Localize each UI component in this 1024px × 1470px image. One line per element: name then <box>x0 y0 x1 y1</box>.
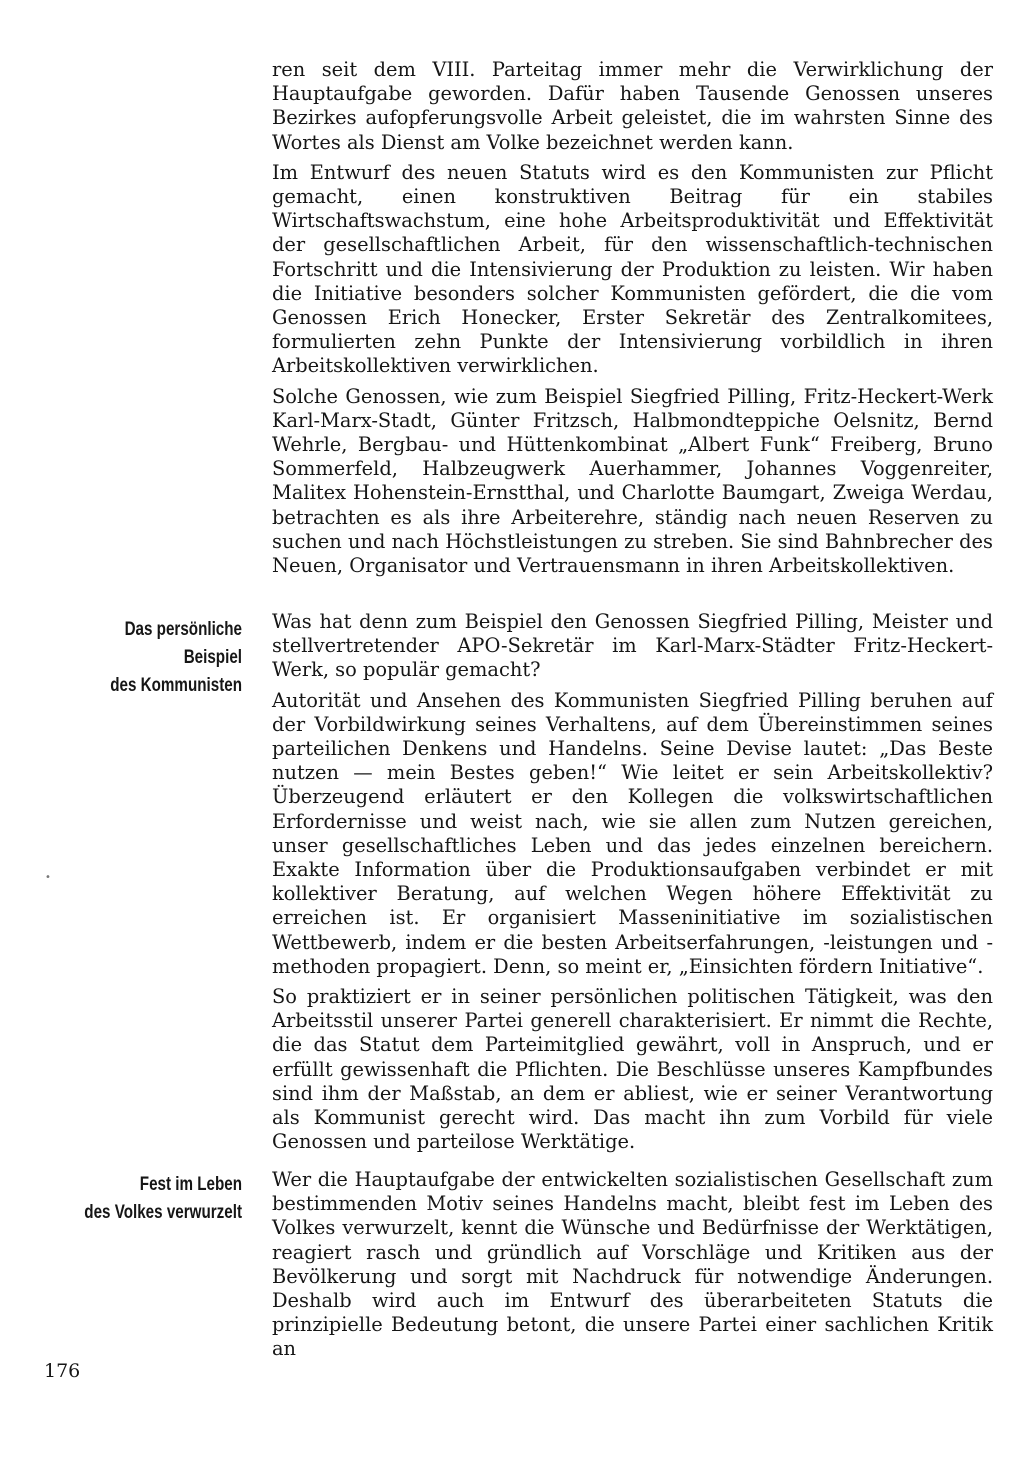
page-number: 176 <box>44 1360 81 1382</box>
side-heading-line: des Kommunisten <box>110 675 242 696</box>
side-heading-line: Fest im Leben <box>139 1174 242 1195</box>
scan-speck-mark: • <box>45 872 51 883</box>
paragraph: Autorität und Ansehen des Kommunisten Siegfried Pilling beruhen auf der Vorbildwirkung seines Verhaltens, auf dem Übereinstimmen seines parteilichen Denkens und Handelns. Seine Devise lautet: „Das Beste nutzen — mein Bestes geben!“ Wie leitet er sein Arbeitskollektiv? Überzeugend erläutert er den Kollegen die volkswirtschaftlichen Erfordernisse und weist nach, wie sie allen zum Nutzen gereichen, unser gesellschaftliches Leben und das jedes einzelnen bereichern. Exakte Information über die Produktionsaufgaben verbindet er mit kollektiver Beratung, auf welchen Wegen höhere Effektivität zu erreichen ist. Er organisiert Masseninitiative im sozialistischen Wettbewerb, indem er die besten Arbeitserfahrungen, -leistungen und -methoden propagiert. Denn, so meint er, „Einsichten fördern Initiative“. <box>272 688 993 978</box>
paragraph: Solche Genossen, wie zum Beispiel Siegfried Pilling, Fritz-Heckert-Werk Karl-Marx-Stadt, Günter Fritzsch, Halbmondteppiche Oelsnitz, Bernd Wehrle, Bergbau- und Hüttenkombinat „Albert Funk“ Freiberg, Bruno Sommerfeld, Halbzeugwerk Auerhammer, Johannes Voggenreiter, Malitex Hohenstein-Ernstthal, und Charlotte Baumgart, Zweiga Werdau, betrachten es als ihre Arbeiterehre, ständig nach neuen Reserven zu suchen und nach Höchstleistungen zu streben. Sie sind Bahnbrecher des Neuen, Organisator und Vertrauensmann in ihren Arbeitskollektiven. <box>272 384 993 578</box>
side-heading-line: Das persönliche <box>124 619 242 640</box>
side-heading-line: des Volkes verwurzelt <box>84 1202 242 1223</box>
paragraph: Was hat denn zum Beispiel den Genossen Siegfried Pilling, Meister und stellvertretender APO-Sekretär im Karl-Marx-Städter Fritz-Heckert-Werk, so populär gemacht? <box>272 610 993 682</box>
side-heading-line: Beispiel <box>183 647 242 668</box>
paragraph: ren seit dem VIII. Parteitag immer mehr die Verwirklichung der Hauptaufgabe geworden. Dafür haben Tausende Genossen unseres Bezirkes aufopferungsvolle Arbeit geleistet, die im wahrsten Sinne des Wortes als Dienst am Volke bezeichnet werden kann. <box>272 58 993 154</box>
side-heading-personal-example <box>82 616 242 700</box>
paragraph: Wer die Hauptaufgabe der entwickelten sozialistischen Gesellschaft zum bestimmenden Motiv seines Handelns macht, bleibt fest im Leben des Volkes verwurzelt, kennt die Wünsche und Bedürfnisse der Werktätigen, reagiert rasch und gründlich auf Vorschläge und Kritiken aus der Bevölkerung und sorgt mit Nachdruck für notwendige Änderungen. Deshalb wird auch im Entwurf des überarbeiteten Statuts die prinzipielle Bedeutung betont, die unsere Partei einer sachlichen Kritik an <box>272 1168 993 1361</box>
text-block-rooted-in-people <box>272 1168 993 1368</box>
side-heading-rooted-in-people <box>82 1171 242 1227</box>
text-block-personal-example <box>272 610 993 1160</box>
text-block-intro <box>272 58 993 584</box>
paragraph: Im Entwurf des neuen Statuts wird es den Kommunisten zur Pflicht gemacht, einen konstruktiven Beitrag für ein stabiles Wirtschaftswachstum, eine hohe Arbeitsproduktivität und Effektivität der gesellschaftlichen Arbeit, für den wissenschaftlich-technischen Fortschritt und die Intensivierung der Produktion zu leisten. Wir haben die Initiative besonders solcher Kommunisten gefördert, die die vom Genossen Erich Honecker, Erster Sekretär des Zentralkomitees, formulierten zehn Punkte der Intensivierung vorbildlich in ihren Arbeitskollektiven verwirklichen. <box>272 160 993 378</box>
paragraph: So praktiziert er in seiner persönlichen politischen Tätigkeit, was den Arbeitsstil unserer Partei generell charakterisiert. Er nimmt die Rechte, die das Statut dem Parteimitglied gewährt, voll in Anspruch, und er erfüllt gewissenhaft die Pflichten. Die Beschlüsse unseres Kampfbundes sind ihm der Maßstab, an dem er abliest, wie er seiner Verantwortung als Kommunist gerecht wird. Das macht ihn zum Vorbild für viele Genossen und parteilose Werktätige. <box>272 985 993 1154</box>
